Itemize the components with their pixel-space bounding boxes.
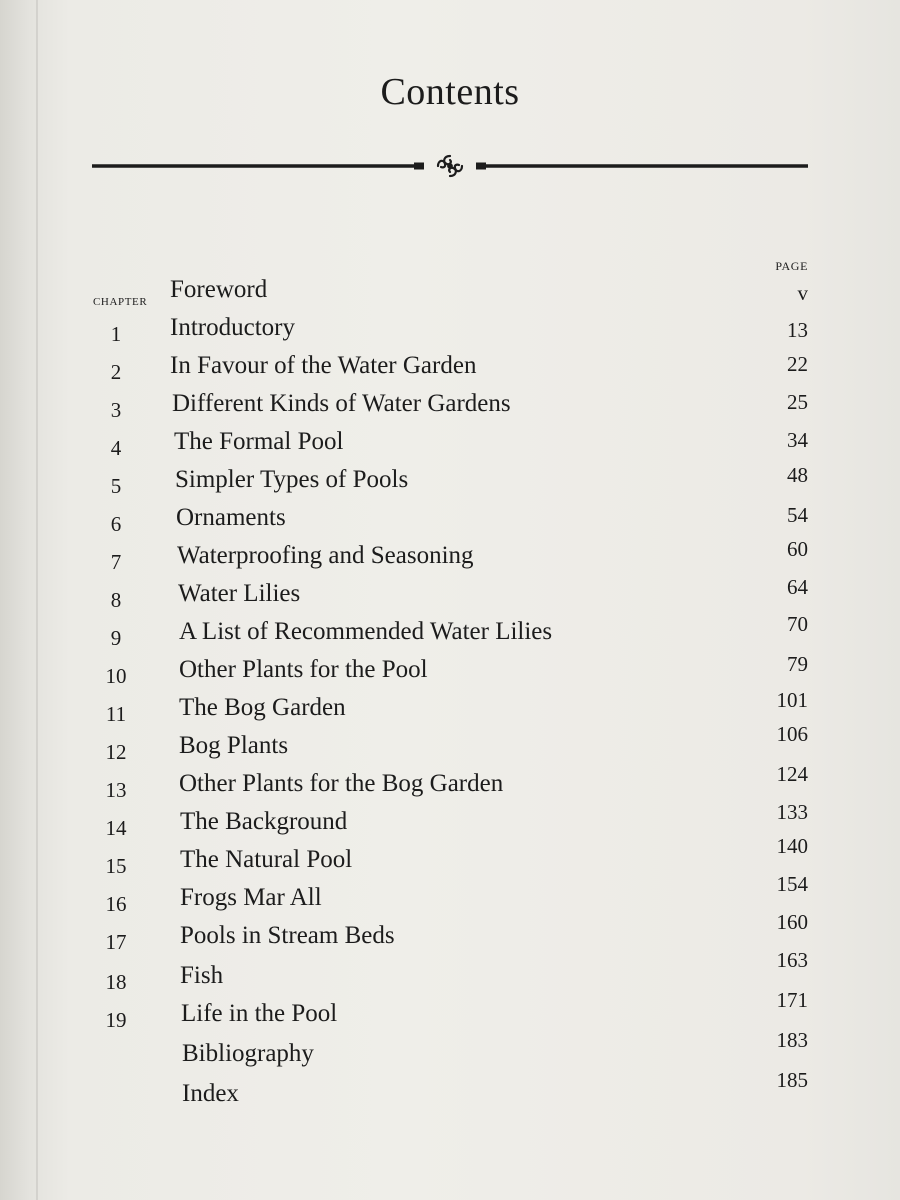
page-number: 60 (787, 537, 808, 561)
chapter-number: 3 (110, 398, 122, 422)
chapter-title: In Favour of the Water Garden (170, 352, 477, 379)
chapter-title: Fish (180, 962, 224, 989)
chapter-number: 16 (105, 892, 127, 916)
chapter-title: Foreword (170, 276, 268, 303)
toc-entry (0, 537, 900, 578)
toc-entry (0, 1028, 900, 1076)
chapter-title: A List of Recommended Water Lilies (179, 618, 553, 645)
page-number: 70 (787, 612, 808, 636)
chapter-title: Pools in Stream Beds (180, 922, 395, 949)
chapter-number: 15 (105, 854, 127, 878)
chapter-number: 19 (105, 1008, 127, 1032)
chapter-column-header: CHAPTER (93, 296, 148, 308)
chapter-title: Waterproofing and Seasoning (177, 542, 474, 569)
toc-entry (0, 834, 900, 882)
page-number: 133 (776, 800, 808, 824)
page-number: 154 (776, 872, 808, 896)
chapter-number: 2 (110, 360, 122, 384)
page-number: 124 (776, 762, 808, 786)
chapter-number: 9 (110, 626, 122, 650)
page-number: 13 (787, 318, 808, 342)
toc-entry (0, 948, 900, 998)
chapter-title: Simpler Types of Pools (175, 466, 409, 493)
chapter-title: The Natural Pool (180, 846, 353, 873)
toc-entry (0, 762, 900, 806)
chapter-number: 12 (105, 740, 127, 764)
page-number: 79 (787, 652, 808, 676)
chapter-number: 7 (110, 550, 122, 574)
page-title: Contents (380, 71, 520, 113)
chapter-number: 1 (110, 322, 122, 346)
toc-entry (0, 504, 900, 540)
page-number: 140 (776, 834, 808, 858)
chapter-title: Other Plants for the Bog Garden (179, 770, 504, 797)
toc-entry (0, 800, 900, 844)
chapter-title: Water Lilies (178, 580, 301, 607)
ornamental-divider (92, 152, 808, 182)
page-number: 163 (776, 948, 808, 972)
chapter-title: Other Plants for the Pool (179, 656, 428, 683)
chapter-number: 6 (110, 512, 122, 536)
page-number: v (797, 281, 808, 305)
chapter-title: Ornaments (176, 504, 286, 531)
toc-entry (0, 575, 900, 616)
chapter-number: 11 (105, 702, 127, 726)
chapter-number: 18 (105, 970, 127, 994)
toc-entry (0, 612, 900, 654)
chapter-title: Bog Plants (179, 732, 289, 759)
page-number: 101 (776, 688, 808, 712)
chapter-number: 14 (105, 816, 127, 840)
page-number: 54 (787, 503, 808, 527)
chapter-number: 10 (105, 664, 127, 688)
page-number: 171 (776, 988, 808, 1012)
toc-entry (0, 463, 900, 502)
page-number: 64 (787, 575, 808, 599)
toc-entry (0, 988, 900, 1036)
chapter-number: 8 (110, 588, 122, 612)
page-number: 106 (776, 722, 808, 746)
toc-entry (0, 314, 900, 350)
page-number: 185 (776, 1068, 808, 1092)
toc-entry (0, 390, 900, 426)
chapter-title: Frogs Mar All (180, 884, 322, 911)
page-number: 183 (776, 1028, 808, 1052)
chapter-title: Bibliography (182, 1040, 314, 1067)
chapter-number: 17 (105, 930, 127, 954)
toc-entry (0, 428, 900, 464)
chapter-title: The Background (180, 808, 348, 835)
fleuron-icon (438, 156, 462, 176)
toc-entry (0, 910, 900, 958)
toc-entry (0, 352, 900, 388)
chapter-title: Life in the Pool (181, 1000, 338, 1027)
toc-entry (0, 688, 900, 730)
page-number: 22 (787, 352, 808, 376)
chapter-title: Different Kinds of Water Gardens (172, 390, 511, 417)
page-number: 48 (787, 463, 808, 487)
chapter-title: Index (182, 1080, 239, 1107)
chapter-title: Introductory (170, 314, 295, 341)
toc-entry (0, 1068, 900, 1116)
page-column-header: PAGE (775, 259, 808, 273)
toc-entry (0, 722, 900, 768)
chapter-number: 4 (110, 436, 122, 460)
chapter-number: 5 (110, 474, 122, 498)
toc-entry (0, 276, 900, 312)
chapter-title: The Bog Garden (179, 694, 346, 721)
page-number: 25 (787, 390, 808, 414)
chapter-number: 13 (105, 778, 127, 802)
chapter-title: The Formal Pool (174, 428, 344, 455)
page-number: 34 (787, 428, 808, 452)
page-number: 160 (776, 910, 808, 934)
toc-entry (0, 872, 900, 920)
toc-entry (0, 652, 900, 692)
